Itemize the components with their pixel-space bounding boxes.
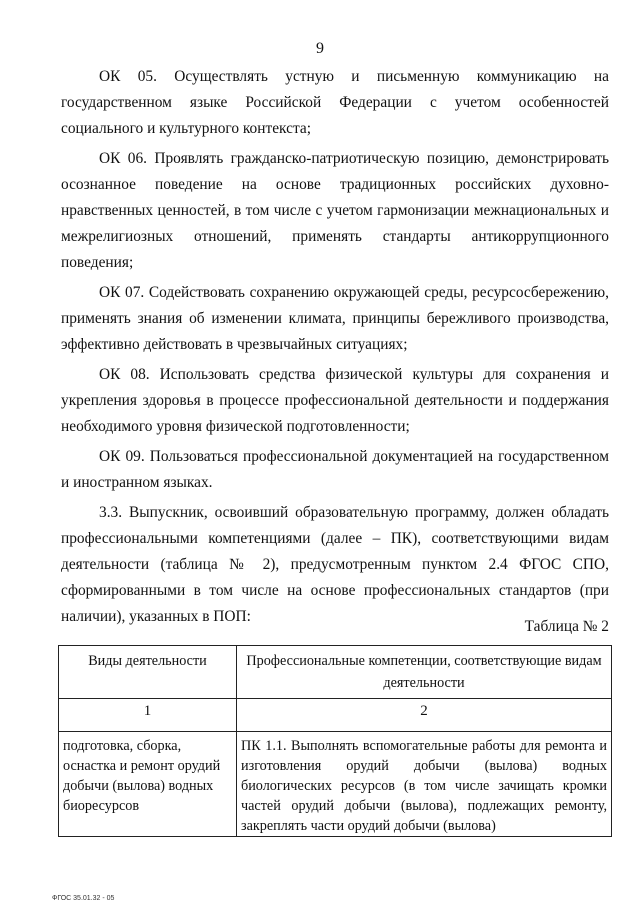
paragraph-ok09: ОК 09. Пользоваться профессиональной документацией на государственном и иностранном языках. (61, 448, 609, 491)
table-caption: Таблица № 2 (524, 618, 609, 635)
paragraph-ok07: ОК 07. Содействовать сохранению окружающей среды, ресурсосбережению, применять знания об изменении климата, принципы бережливого производства, эффективно действовать в чрезвычайных ситуациях; (61, 284, 609, 353)
activity-cell: подготовка, сборка, оснастка и ремонт орудий добычи (вылова) водных биоресурсов (59, 732, 237, 837)
table-header-row (59, 646, 612, 699)
paragraph-3-3: 3.3. Выпускник, освоивший образовательную программу, должен обладать профессиональными компетенциями (далее – ПК), соответствующими видам деятельности (таблица № 2), предусмотренным пунктом 2.4 ФГОС СПО, сформированными в том числе на основе профессиональных стандартов (при наличии), указанных в ПОП: (61, 504, 609, 625)
table-row (59, 732, 612, 837)
paragraph-ok08: ОК 08. Использовать средства физической культуры для сохранения и укрепления здоровья в процессе профессиональной деятельности и поддержания необходимого уровня физической подготовленности; (61, 366, 609, 435)
document-body (61, 64, 609, 634)
header-activity: Виды деятельности (59, 646, 237, 699)
page-number: 9 (316, 40, 324, 57)
column-number-1: 1 (59, 699, 237, 732)
table-number-row (59, 699, 612, 732)
competence-cell: ПК 1.1. Выполнять вспомогательные работы для ремонта и изготовления орудий добычи (вылова) водных биологических ресурсов (в том числе зачищать кромки частей орудий добычи (вылова), подлежащих ремонту, закреплять части орудий добычи (вылова) (237, 732, 612, 837)
column-number-2: 2 (237, 699, 612, 732)
paragraph-ok06: ОК 06. Проявлять гражданско-патриотическую позицию, демонстрировать осознанное поведение на основе традиционных российских духовно-нравственных ценностей, в том числе с учетом гармонизации межнациональных и межрелигиозных отношений, применять стандарты антикоррупционного поведения; (61, 150, 609, 271)
paragraph-ok05: ОК 05. Осуществлять устную и письменную коммуникацию на государственном языке Российской Федерации с учетом особенностей социального и культурного контекста; (61, 68, 609, 137)
competencies-table (58, 645, 612, 837)
header-competencies: Профессиональные компетенции, соответствующие видам деятельности (237, 646, 612, 699)
footer-code: ФГОС 35.01.32 - 05 (52, 895, 115, 902)
